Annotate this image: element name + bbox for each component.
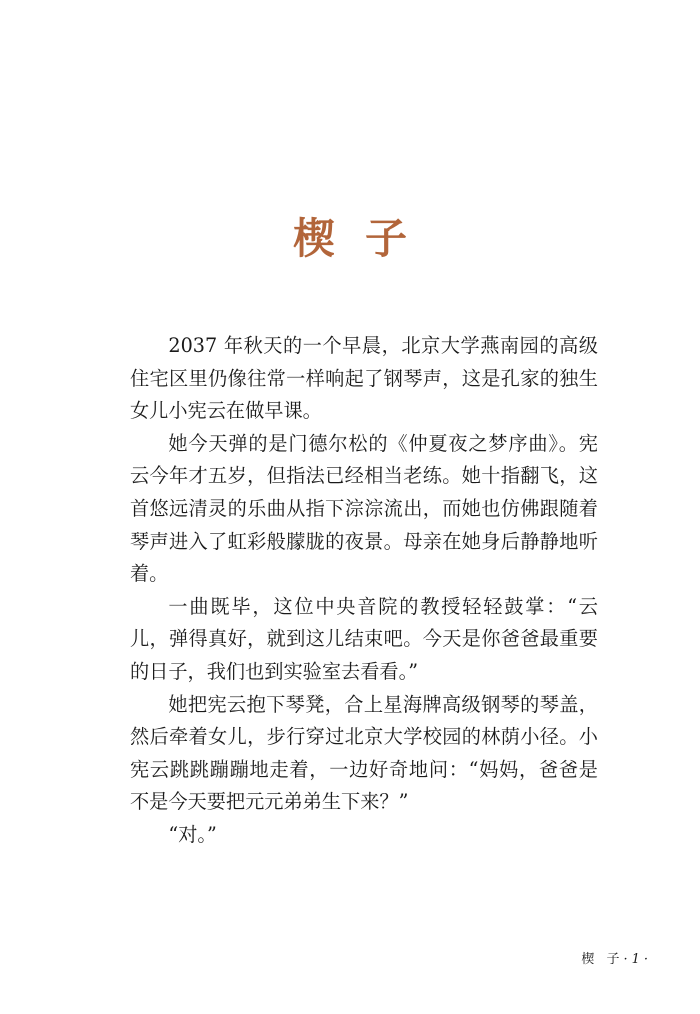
page-number: ·1·: [623, 952, 652, 967]
paragraph-4: 她把宪云抱下琴凳，合上星海牌高级钢琴的琴盖，然后牵着女儿，步行穿过北京大学校园的林荫小径。小宪云跳跳蹦蹦地走着，一边好奇地问：“妈妈，爸爸是不是今天要把元元弟弟生下来？”: [130, 692, 598, 814]
footer-label: [581, 948, 652, 967]
body-text: [130, 330, 598, 852]
paragraph-1: 2037 年秋天的一个早晨，北京大学燕南园的高级住宅区里仍像往常一样响起了钢琴声，这是孔家的独生女儿小宪云在做早课。: [130, 334, 598, 423]
paragraph-5: “对。”: [168, 822, 217, 846]
running-head: 楔 子: [581, 952, 624, 967]
paragraph-2: 她今天弹的是门德尔松的《仲夏夜之梦序曲》。宪云今年才五岁，但指法已经相当老练。她十指翻飞，这首悠远清灵的乐曲从指下淙淙流出，而她也仿佛跟随着琴声进入了虹彩般朦胧的夜景。母亲在她身后静静地听着。: [130, 431, 598, 586]
paragraph-3: 一曲既毕，这位中央音院的教授轻轻鼓掌：“云儿，弹得真好，就到这儿结束吧。今天是你爸爸最重要的日子，我们也到实验室去看看。”: [130, 594, 598, 683]
page-footer: [0, 948, 700, 968]
chapter-title: 楔子: [292, 214, 437, 263]
